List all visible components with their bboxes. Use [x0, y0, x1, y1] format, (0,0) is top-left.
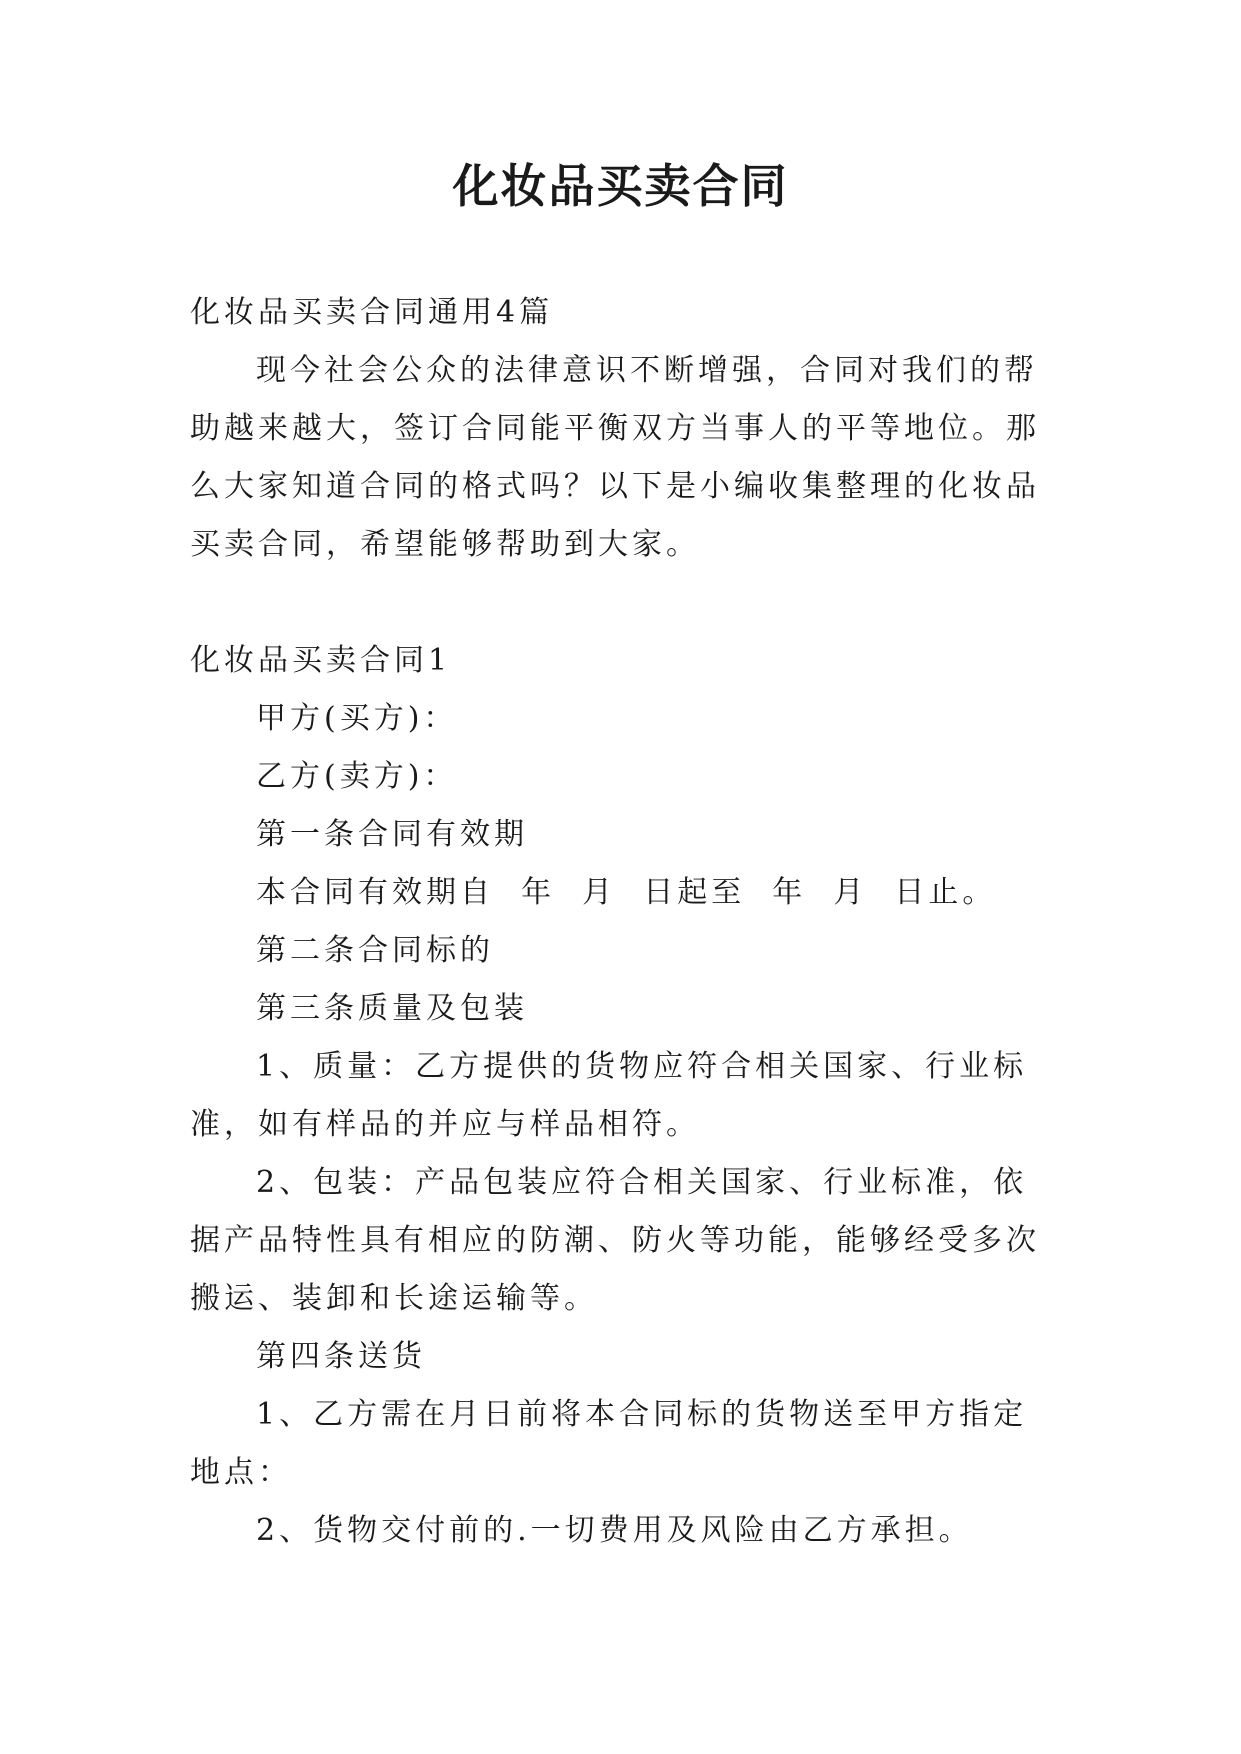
document-body: [190, 284, 1050, 1560]
article-4-title: 第四条送货: [256, 1339, 426, 1374]
article-1-body: 本合同有效期自 年 月 日起至 年 月 日止。: [256, 875, 997, 910]
intro-paragraph: 现今社会公众的法律意识不断增强，合同对我们的帮助越来越大，签订合同能平衡双方当事人的平等地位。那么大家知道合同的格式吗？以下是小编收集整理的化妆品买卖合同，希望能够帮助到大家。: [190, 353, 1040, 562]
article-4-item-1: 1、乙方需在月日前将本合同标的货物送至甲方指定地点：: [190, 1397, 1028, 1490]
document-title: 化妆品买卖合同: [452, 159, 789, 213]
party-a-line: 甲方(买方)：: [256, 701, 458, 736]
paragraph-spacer: [190, 574, 1050, 632]
article-2-title: 第二条合同标的: [256, 933, 494, 968]
article-3-item-2: 2、包装：产品包装应符合相关国家、行业标准，依据产品特性具有相应的防潮、防火等功能，能够经受多次搬运、装卸和长途运输等。: [190, 1165, 1040, 1316]
article-3-item-1: 1、质量：乙方提供的货物应符合相关国家、行业标准，如有样品的并应与样品相符。: [190, 1049, 1028, 1142]
section-heading: 化妆品买卖合同1: [190, 643, 452, 678]
party-b-line: 乙方(卖方)：: [256, 759, 458, 794]
article-3-title: 第三条质量及包装: [256, 991, 528, 1026]
article-1-title: 第一条合同有效期: [256, 817, 528, 852]
document-subtitle: 化妆品买卖合同通用4篇: [190, 295, 554, 330]
article-4-item-2: 2、货物交付前的.一切费用及风险由乙方承担。: [256, 1513, 973, 1548]
